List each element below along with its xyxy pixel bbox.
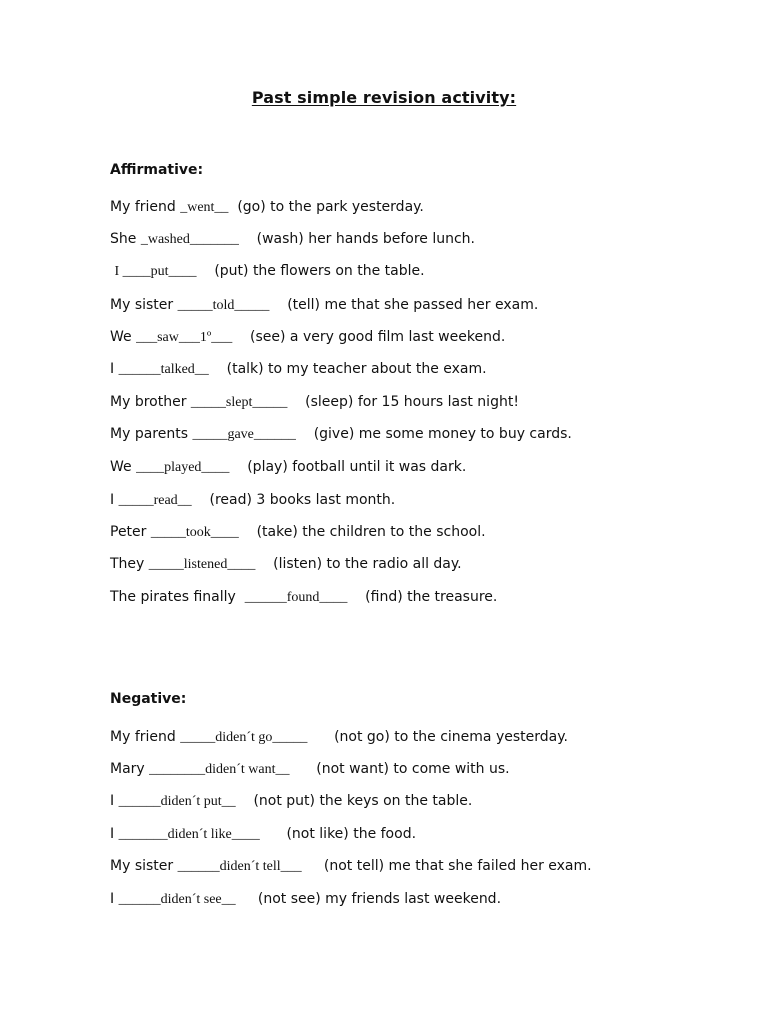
item-answer: ___saw___1º___ <box>136 330 233 345</box>
item-answer: _______diden´t like____ <box>118 827 260 842</box>
item-prompt: I <box>110 361 119 377</box>
item-answer: ____played____ <box>136 460 230 475</box>
item-rest: (play) football until it was dark. <box>229 459 467 475</box>
item-prompt: My sister <box>110 858 178 874</box>
item-prompt: The pirates finally <box>110 589 245 605</box>
item-answer: I ____put____ <box>114 264 197 279</box>
page-title: Past simple revision activity: <box>251 88 517 107</box>
affirmative-item <box>110 521 486 543</box>
affirmative-item <box>110 196 424 218</box>
affirmative-item <box>110 260 425 282</box>
item-prompt: Peter <box>110 524 151 540</box>
item-rest: (talk) to my teacher about the exam. <box>208 361 487 377</box>
item-answer: _____slept_____ <box>190 395 288 410</box>
item-answer: ______found____ <box>244 590 348 605</box>
item-rest: (put) the flowers on the table. <box>196 263 425 279</box>
item-prompt: I <box>110 826 119 842</box>
item-rest: (read) 3 books last month. <box>191 492 396 508</box>
item-answer: ______diden´t put__ <box>118 794 236 809</box>
item-answer: _washed_______ <box>140 232 239 247</box>
negative-heading: Negative: <box>110 691 187 707</box>
item-answer: _____gave______ <box>192 427 296 442</box>
affirmative-item <box>110 586 497 608</box>
item-prompt: My friend <box>110 199 181 215</box>
negative-item <box>110 758 510 780</box>
negative-item <box>110 823 416 845</box>
item-prompt: My parents <box>110 426 193 442</box>
item-rest: (sleep) for 15 hours last night! <box>287 394 519 410</box>
item-prompt: I <box>110 492 119 508</box>
item-prompt: They <box>110 556 149 572</box>
item-prompt: She <box>110 231 141 247</box>
item-rest: (find) the treasure. <box>347 589 498 605</box>
affirmative-heading: Affirmative: <box>110 162 204 178</box>
item-answer: ______diden´t tell___ <box>177 859 302 874</box>
item-prompt: My brother <box>110 394 191 410</box>
affirmative-item <box>110 423 572 445</box>
item-prompt: We <box>110 329 137 345</box>
item-rest: (not like) the food. <box>259 826 417 842</box>
item-rest: (see) a very good film last weekend. <box>232 329 506 345</box>
item-answer: _went__ <box>180 200 229 215</box>
affirmative-item <box>110 358 487 380</box>
item-rest: (not see) my friends last weekend. <box>235 891 502 907</box>
item-rest: (tell) me that she passed her exam. <box>269 297 539 313</box>
affirmative-item <box>110 326 505 348</box>
item-answer: _____told_____ <box>177 298 270 313</box>
negative-item <box>110 726 568 748</box>
affirmative-item <box>110 228 475 250</box>
item-rest: (take) the children to the school. <box>238 524 486 540</box>
item-answer: ______talked__ <box>118 362 209 377</box>
item-answer: ______diden´t see__ <box>118 892 236 907</box>
item-rest: (wash) her hands before lunch. <box>238 231 476 247</box>
item-rest: (not put) the keys on the table. <box>235 793 473 809</box>
item-rest: (give) me some money to buy cards. <box>295 426 572 442</box>
item-rest: (not go) to the cinema yesterday. <box>307 729 568 745</box>
item-prompt: Mary <box>110 761 150 777</box>
item-answer: _____read__ <box>118 493 192 508</box>
item-answer: ________diden´t want__ <box>149 762 290 777</box>
affirmative-item <box>110 391 519 413</box>
negative-item <box>110 790 472 812</box>
item-prompt: We <box>110 459 137 475</box>
negative-item <box>110 888 501 910</box>
item-answer: _____listened____ <box>148 557 256 572</box>
item-prompt: My friend <box>110 729 181 745</box>
item-rest: (go) to the park yesterday. <box>228 199 424 215</box>
item-rest: (not want) to come with us. <box>289 761 510 777</box>
item-answer: _____diden´t go_____ <box>180 730 308 745</box>
affirmative-item <box>110 553 462 575</box>
affirmative-item <box>110 294 538 316</box>
item-answer: _____took____ <box>150 525 239 540</box>
item-rest: (not tell) me that she failed her exam. <box>301 858 592 874</box>
item-prompt: I <box>110 793 119 809</box>
item-rest: (listen) to the radio all day. <box>255 556 462 572</box>
item-prompt: My sister <box>110 297 178 313</box>
item-prompt: I <box>110 891 119 907</box>
negative-item <box>110 855 592 877</box>
affirmative-item <box>110 456 466 478</box>
affirmative-item <box>110 489 395 511</box>
